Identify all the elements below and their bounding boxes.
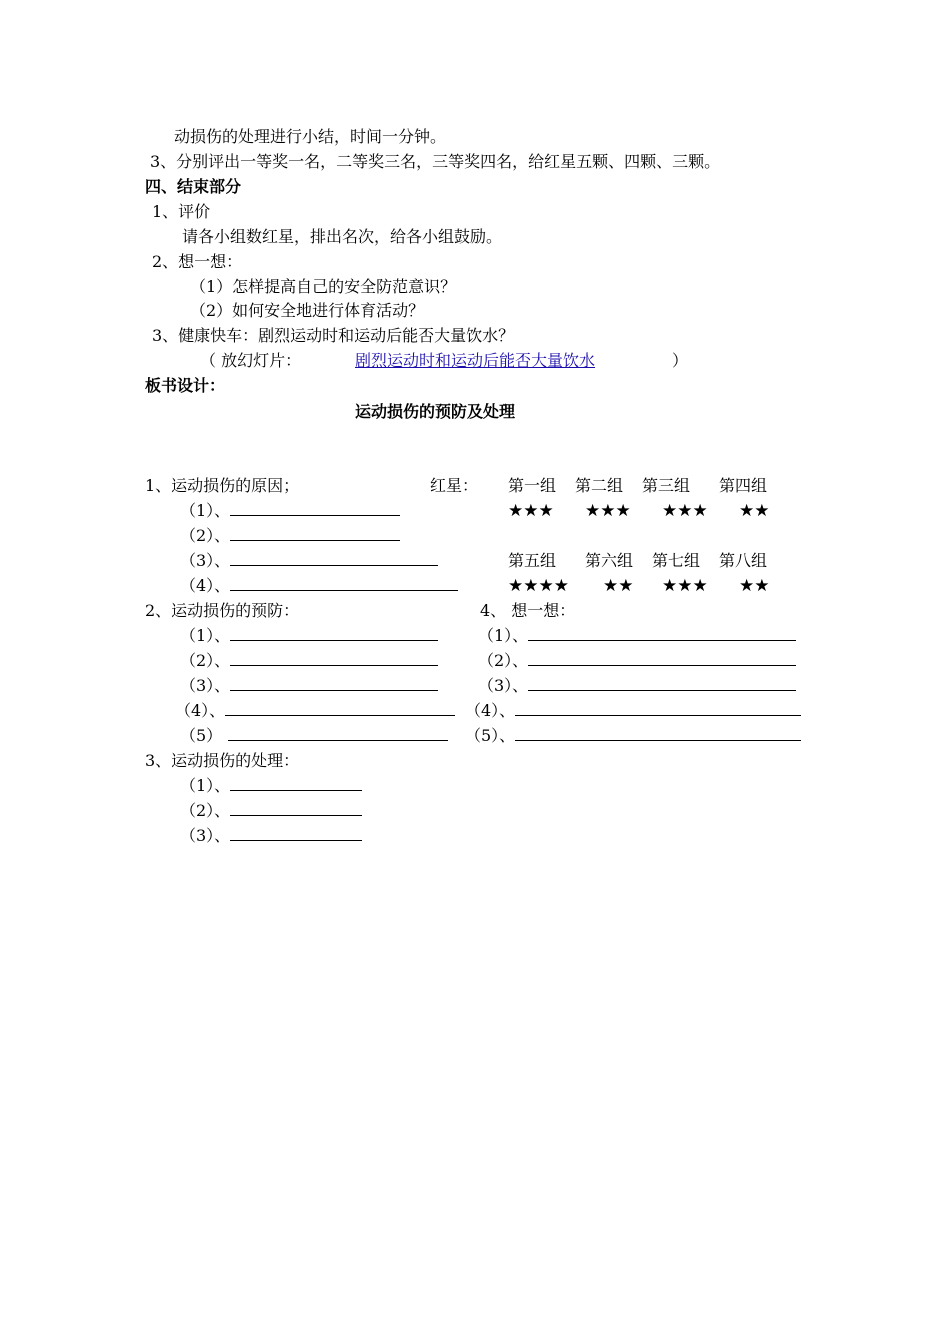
- star-rating: ★★: [603, 576, 634, 596]
- group-name: 第三组: [642, 476, 691, 495]
- item-number: （2）、: [478, 651, 529, 670]
- blank-line: [180, 776, 362, 796]
- slide-link[interactable]: 剧烈运动时和运动后能否大量饮水: [355, 351, 596, 370]
- blank-line: [180, 651, 438, 671]
- answer-blank: [230, 576, 458, 591]
- item-number: （1）、: [180, 776, 231, 795]
- answer-blank: [230, 676, 438, 691]
- section-heading: 四、结束部分: [145, 177, 242, 196]
- text-line: ）: [672, 351, 689, 370]
- group-name: 第一组: [508, 476, 557, 495]
- blank-line: [180, 551, 438, 571]
- item-number: （1）、: [180, 501, 231, 520]
- blank-line: [465, 726, 801, 746]
- board-label-think: 4、 想一想：: [480, 601, 576, 620]
- item-number: （3）、: [180, 676, 231, 695]
- item-number: （2）、: [180, 651, 231, 670]
- answer-blank: [225, 701, 455, 716]
- item-number: （1）、: [478, 626, 529, 645]
- group-name: 第四组: [719, 476, 768, 495]
- answer-blank: [230, 501, 400, 516]
- blank-line: [180, 801, 362, 821]
- board-label-causes: 1、运动损伤的原因；: [145, 476, 300, 495]
- star-rating: ★★★: [662, 501, 708, 521]
- list-item: （1）怎样提高自己的安全防范意识？: [190, 277, 457, 296]
- answer-blank: [528, 676, 796, 691]
- list-item: 2、想一想：: [152, 252, 243, 271]
- item-number: （4）、: [175, 701, 226, 720]
- item-number: （1）、: [180, 626, 231, 645]
- blank-line: [175, 701, 455, 721]
- text-line: 3、分别评出一等奖一名，二等奖三名，三等奖四名，给红星五颗、四颗、三颗。: [150, 152, 721, 171]
- blank-line: [180, 826, 362, 846]
- blank-line: [180, 576, 458, 596]
- blank-line: [180, 501, 400, 521]
- answer-blank: [230, 776, 362, 791]
- answer-blank: [528, 651, 796, 666]
- star-rating: ★★★★: [508, 576, 569, 596]
- text-line: （ 放幻灯片：: [200, 351, 302, 370]
- item-number: （4）、: [180, 576, 231, 595]
- blank-line: [180, 726, 448, 746]
- group-name: 第五组: [508, 551, 557, 570]
- list-item: 3、健康快车：剧烈运动时和运动后能否大量饮水？: [152, 326, 515, 345]
- star-rating: ★★★: [585, 501, 631, 521]
- answer-blank: [230, 526, 400, 541]
- list-item: （2）如何安全地进行体育活动？: [190, 301, 425, 320]
- answer-blank: [230, 651, 438, 666]
- item-number: （3）、: [478, 676, 529, 695]
- star-rating: ★★★: [508, 501, 554, 521]
- answer-blank: [230, 826, 362, 841]
- item-number: （2）、: [180, 801, 231, 820]
- blank-line: [180, 526, 400, 546]
- star-rating: ★★: [739, 501, 770, 521]
- item-number: （3）、: [180, 551, 231, 570]
- blank-line: [180, 676, 438, 696]
- text-line: 动损伤的处理进行小结，时间一分钟。: [174, 127, 447, 146]
- text-line: 请各小组数红星，排出名次，给各小组鼓励。: [182, 227, 503, 246]
- item-number: （5）、: [465, 726, 516, 745]
- blank-line: [465, 701, 801, 721]
- blank-line: [478, 651, 796, 671]
- group-name: 第七组: [652, 551, 701, 570]
- group-name: 第二组: [575, 476, 624, 495]
- answer-blank: [515, 701, 801, 716]
- answer-blank: [228, 726, 448, 741]
- answer-blank: [230, 801, 362, 816]
- board-title: 运动损伤的预防及处理: [355, 402, 516, 421]
- blank-line: [478, 676, 796, 696]
- item-number: （2）、: [180, 526, 231, 545]
- star-rating: ★★★: [662, 576, 708, 596]
- list-item: 1、评价: [152, 202, 211, 221]
- redstar-label: 红星：: [430, 476, 479, 495]
- blank-line: [478, 626, 796, 646]
- board-label-prevention: 2、运动损伤的预防：: [145, 601, 300, 620]
- answer-blank: [528, 626, 796, 641]
- answer-blank: [230, 626, 438, 641]
- item-number: （5）: [180, 726, 223, 745]
- item-number: （3）、: [180, 826, 231, 845]
- blank-line: [180, 626, 438, 646]
- section-heading: 板书设计：: [145, 376, 226, 395]
- group-name: 第六组: [585, 551, 634, 570]
- item-number: （4）、: [465, 701, 516, 720]
- star-rating: ★★: [739, 576, 770, 596]
- answer-blank: [230, 551, 438, 566]
- board-label-treatment: 3、运动损伤的处理：: [145, 751, 300, 770]
- group-name: 第八组: [719, 551, 768, 570]
- answer-blank: [515, 726, 801, 741]
